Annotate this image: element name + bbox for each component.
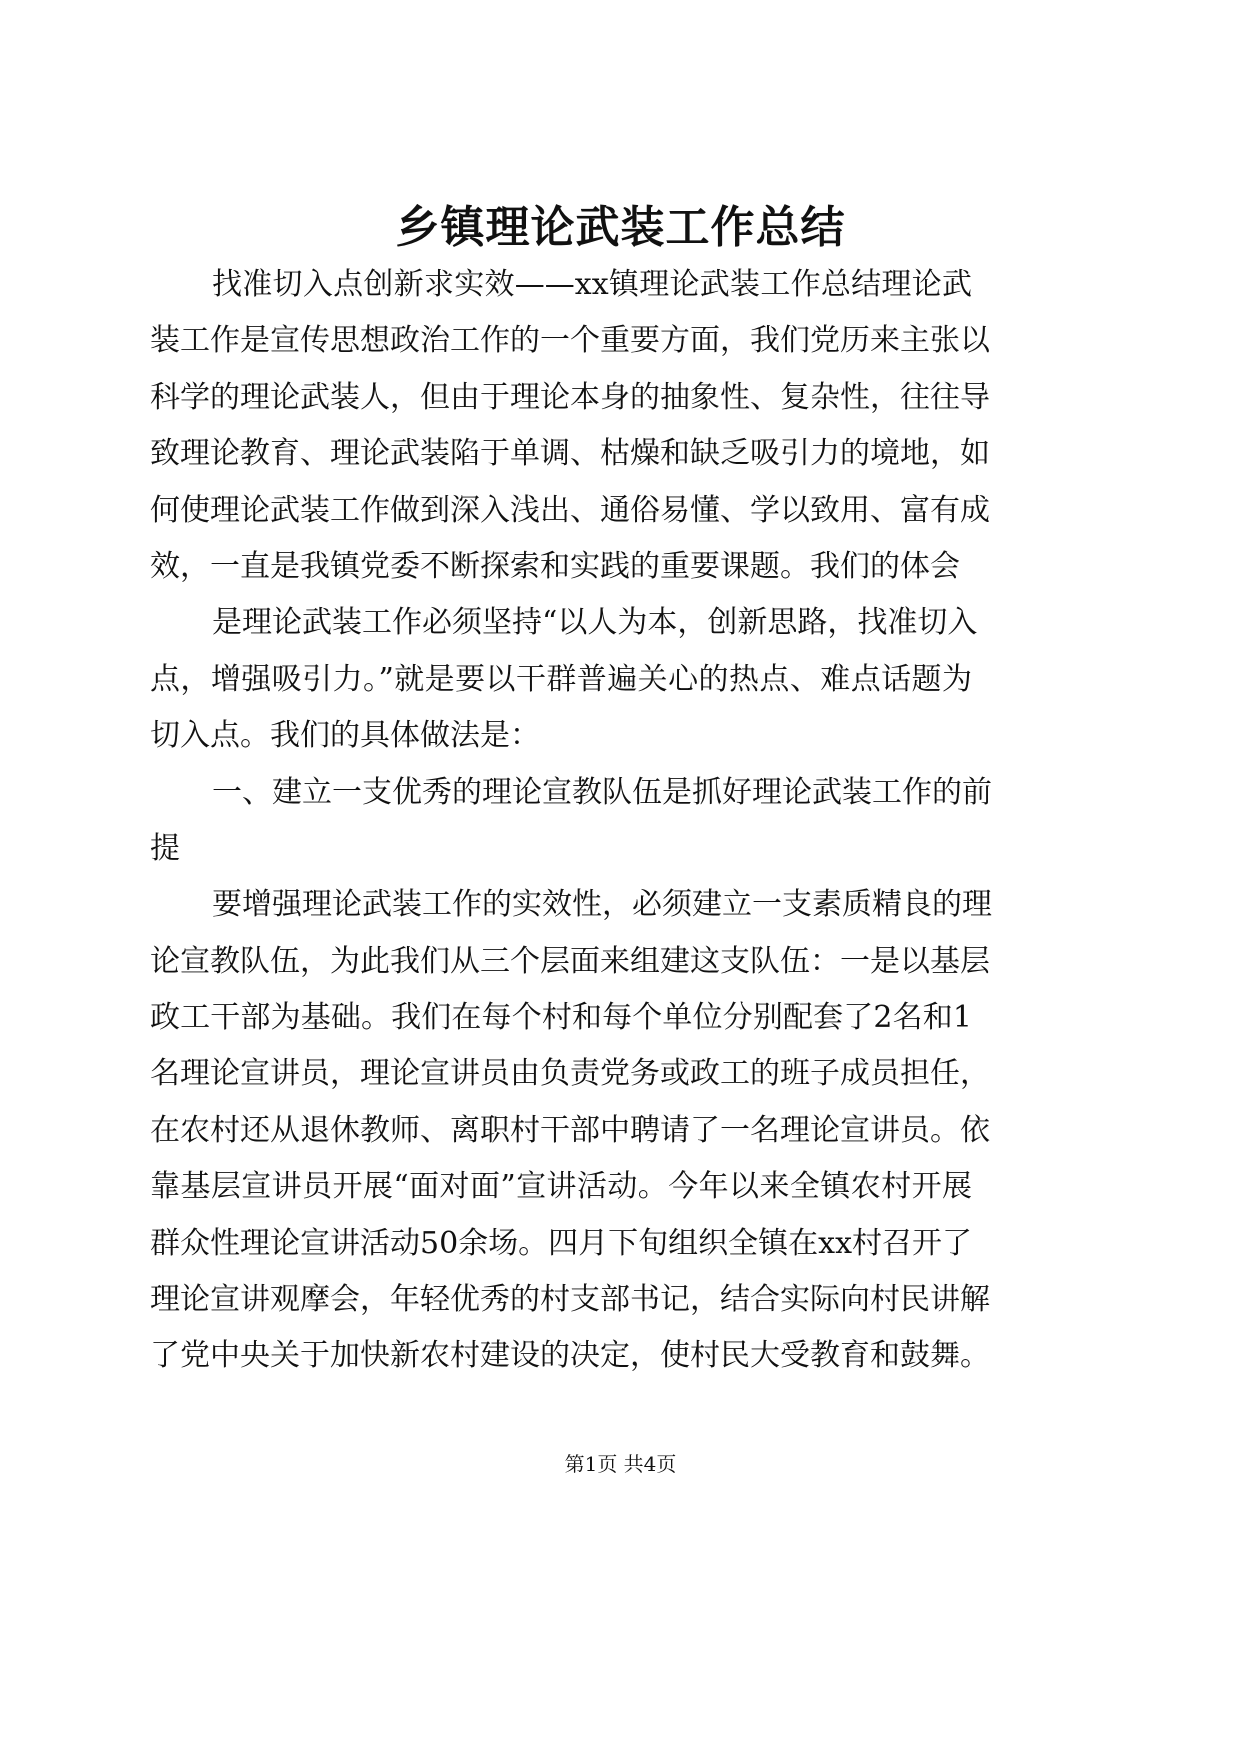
text-line: 要增强理论武装工作的实效性，必须建立一支素质精良的理 — [212, 887, 992, 923]
text-line: 点，增强吸引力。”就是要以干群普遍关心的热点、难点话题为 — [150, 661, 972, 697]
paragraph — [150, 765, 992, 878]
text-line: 一、建立一支优秀的理论宣教队伍是抓好理论武装工作的前 — [212, 774, 992, 810]
text-line: 切入点。我们的具体做法是： — [150, 718, 540, 754]
paragraph — [150, 257, 990, 595]
page-footer: 第1页 共4页 — [564, 1452, 677, 1476]
document-body — [150, 257, 992, 1385]
text-line: 靠基层宣讲员开展“面对面”宣讲活动。今年以来全镇农村开展 — [150, 1169, 972, 1205]
text-line: 何使理论武装工作做到深入浅出、通俗易懂、学以致用、富有成 — [150, 492, 990, 528]
text-line: 名理论宣讲员，理论宣讲员由负责党务或政工的班子成员担任， — [150, 1056, 990, 1092]
text-line: 是理论武装工作必须坚持“以人为本，创新思路，找准切入 — [212, 605, 978, 641]
text-line: 论宣教队伍，为此我们从三个层面来组建这支队伍：一是以基层 — [150, 943, 990, 979]
document-title: 乡镇理论武装工作总结 — [395, 202, 846, 253]
text-line: 了党中央关于加快新农村建设的决定，使村民大受教育和鼓舞。 — [150, 1338, 990, 1374]
text-line: 政工干部为基础。我们在每个村和每个单位分别配套了2名和1 — [150, 1000, 972, 1036]
text-line: 提 — [150, 830, 180, 866]
text-line: 致理论教育、理论武装陷于单调、枯燥和缺乏吸引力的境地，如 — [150, 436, 990, 472]
text-line: 效，一直是我镇党委不断探索和实践的重要课题。我们的体会 — [150, 548, 960, 584]
text-line: 群众性理论宣讲活动50余场。四月下旬组织全镇在xx村召开了 — [150, 1225, 973, 1261]
text-line: 在农村还从退休教师、离职村干部中聘请了一名理论宣讲员。依 — [150, 1112, 990, 1148]
text-line: 科学的理论武装人，但由于理论本身的抽象性、复杂性，往往导 — [150, 379, 990, 415]
text-line: 装工作是宣传思想政治工作的一个重要方面，我们党历来主张以 — [150, 323, 990, 359]
text-line: 找准切入点创新求实效——xx镇理论武装工作总结理论武 — [212, 267, 972, 302]
text-line: 理论宣讲观摩会，年轻优秀的村支部书记，结合实际向村民讲解 — [150, 1282, 990, 1318]
paragraph — [150, 595, 978, 764]
paragraph — [150, 877, 992, 1385]
